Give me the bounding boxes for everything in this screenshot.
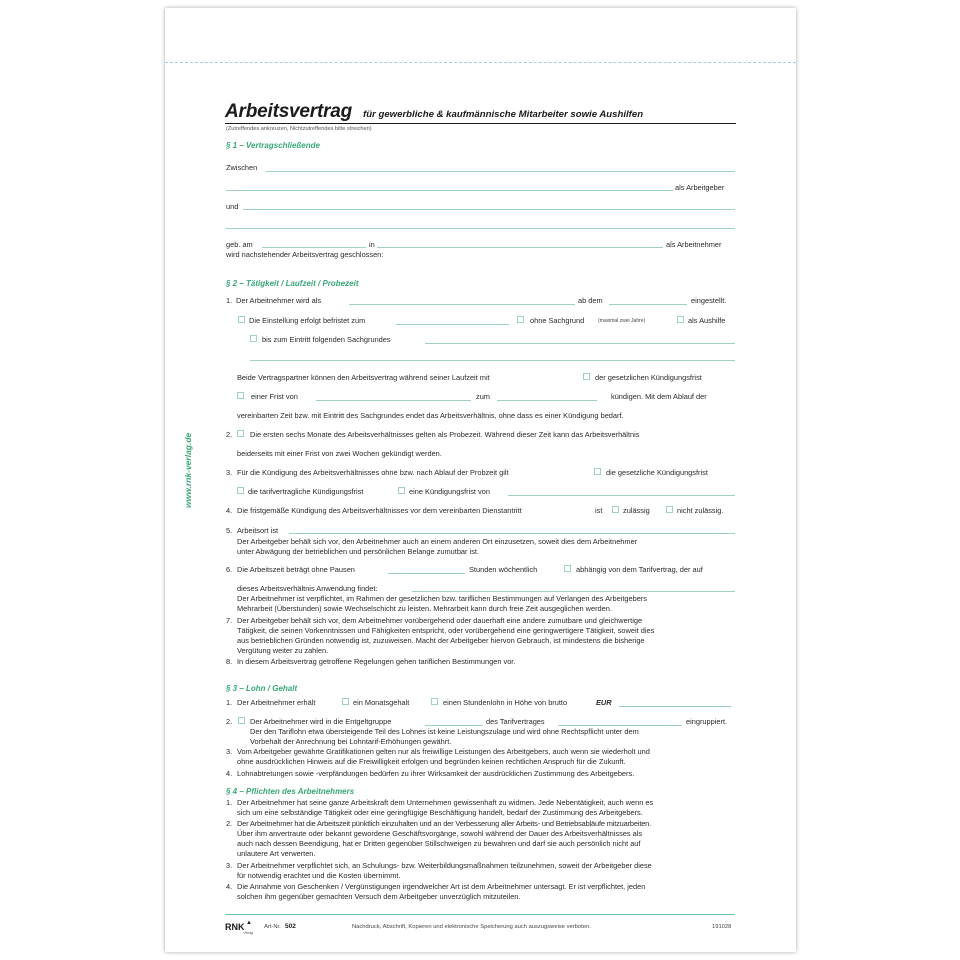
s2-i6-text-4: Mehrarbeit (Überstunden) sowie Wechselschicht zu leisten. Mehrarbeit kann durch freie Zeit ausgeglichen werden. [237, 604, 612, 613]
arbeitszeit-field[interactable] [388, 573, 465, 574]
s4-i2-text-2: Über ihm anvertraute oder bekannt gewordene Geschäftsvorgänge, sowohl während der Dauer des Arbeitsverhältnisses als [237, 829, 643, 838]
lohn-amount-field[interactable] [619, 706, 731, 707]
kuendigungsfrist-field[interactable] [508, 495, 735, 496]
label-gesetzliche-frist: der gesetzlichen Kündigungsfrist [595, 373, 702, 382]
item-number: 5. [226, 526, 233, 535]
s3-i3-text: Vom Arbeitgeber gewährte Gratifikationen gelten nur als freiwillige Leistungen des Arbeitgebers, auch wenn sie wiederholt und [237, 747, 650, 756]
label-tarifvertrages: des Tarifvertrages [486, 717, 545, 726]
label-i3-tarif: die tarifvertragliche Kündigungsfrist [248, 487, 364, 496]
label-ist: ist [595, 506, 603, 515]
checkbox-i3-eine[interactable] [398, 487, 405, 494]
s2-i7-text-2: Tätigkeit, die seinen Vorkenntnissen und Fähigkeiten entspricht, oder vorübergehend eine geringwertigere Tätigkeit, soweit dies [237, 626, 655, 635]
label-geb-am: geb. am [226, 240, 253, 249]
label-ab-dem: ab dem [578, 296, 603, 305]
label-monatsgehalt: ein Monatsgehalt [353, 698, 410, 707]
s2-i7-text: Der Arbeitgeber behält sich vor, dem Arbeitnehmer vorübergehend oder dauerhaft eine andere zumutbare und gleichwertige [237, 616, 643, 625]
tarifvertrag-name-field[interactable] [558, 725, 682, 726]
rnk-logo: RNK [225, 922, 245, 932]
sachgrund-field-2[interactable] [250, 360, 735, 361]
s2-i5-text-3: unter Abwägung der betrieblichen und persönlichen Belange zumutbar ist. [237, 547, 479, 556]
item-number: 6. [226, 565, 233, 574]
s3-i2-text-2: Der den Tariflohn etwa übersteigende Teil des Lohnes ist keine Leistungszulage und wird ohne Rechtspflicht unter dem [250, 727, 639, 736]
label-max-zwei-jahre: (maximal zwei Jahre) [598, 318, 646, 324]
label-als-arbeitgeber: als Arbeitgeber [675, 183, 725, 192]
s2-kuendigen-text: kündigen. Mit dem Ablauf der [611, 392, 707, 401]
item-number: 4. [226, 769, 233, 778]
section-1-heading: § 1 – Vertragschließende [226, 141, 320, 150]
footer-code: 191028 [712, 924, 732, 930]
label-eingruppiert: eingruppiert. [686, 717, 728, 726]
checkbox-entgeltgruppe[interactable] [238, 717, 245, 724]
instruction-note: (Zutreffendes ankreuzen, Nichtzutreffendes bitte streichen) [226, 126, 372, 132]
s4-i4-text-2: solchen ihm gegenüber gemachten Versuch dem Arbeitgeber unverzüglich mitzuteilen. [237, 892, 521, 901]
title-rule [225, 123, 736, 124]
birthplace-field[interactable] [377, 247, 663, 248]
label-zwischen: Zwischen [226, 163, 258, 172]
perforation-line [165, 62, 796, 63]
label-nicht-zulaessig: nicht zulässig. [677, 506, 724, 515]
checkbox-befristet[interactable] [238, 316, 245, 323]
s4-i3-text: Der Arbeitnehmer verpflichtet sich, an Schulungs- bzw. Weiterbildungsmaßnahmen teilzunehmen, soweit der Arbeitgeber diese [237, 861, 652, 870]
rnk-logo-sub: Verlag [243, 931, 253, 935]
label-stunden-woechentlich: Stunden wöchentlich [469, 565, 538, 574]
checkbox-i3-tarif[interactable] [237, 487, 244, 494]
s2-i7-text-4: Vergütung weiter zu zahlen. [237, 646, 329, 655]
checkbox-probezeit[interactable] [237, 430, 244, 437]
s3-i2-text: Der Arbeitnehmer wird in die Entgeltgruppe [250, 717, 392, 726]
checkbox-ohne-sachgrund[interactable] [517, 316, 524, 323]
label-tarifvertrag: abhängig von dem Tarifvertrag, der auf [576, 565, 703, 574]
s2-i8-text: In diesem Arbeitsvertrag getroffene Regelungen gehen tariflichen Bestimmungen vor. [237, 657, 516, 666]
section-4-heading: § 4 – Pflichten des Arbeitnehmers [226, 787, 355, 796]
label-und: und [226, 202, 239, 211]
item-number: 3. [226, 747, 233, 756]
section-2-heading: § 2 – Tätigkeit / Laufzeit / Probezeit [226, 279, 359, 288]
checkbox-einer-frist[interactable] [237, 392, 244, 399]
checkbox-tarifvertrag[interactable] [564, 565, 571, 572]
item-number: 2. [226, 717, 233, 726]
s4-i1-text-2: sich um eine selbständige Tätigkeit oder eine geringfügige Beschäftigung handelt, bedarf der Zustimmung des Arbeitgebers. [237, 808, 643, 817]
employer-name-field[interactable] [266, 171, 735, 172]
s4-i3-text-2: für notwendig erachtet und die Kosten übernimmt. [237, 871, 401, 880]
s3-i4-text: Lohnabtretungen sowie -verpfändungen bedürfen zu ihrer Wirksamkeit der ausdrücklichen Zustimmung des Arbeitgebers. [237, 769, 635, 778]
footer-notice: Nachdruck, Abschrift, Kopieren und elektronische Speicherung auch auszugsweise verboten. [352, 924, 591, 930]
start-date-field[interactable] [609, 304, 687, 305]
rnk-logo-swoosh-icon: ▲ [246, 920, 252, 926]
s2-i4-text: Die fristgemäße Kündigung des Arbeitsverhältnisses vor dem vereinbarten Dienstantritt [237, 506, 522, 515]
item-number: 2. [226, 430, 233, 439]
closing-text: wird nachstehender Arbeitsvertrag geschlossen: [226, 250, 384, 259]
position-field[interactable] [349, 304, 575, 305]
label-i3-eine: eine Kündigungsfrist von [409, 487, 490, 496]
item-number: 1. [226, 798, 233, 807]
item-number: 3. [226, 468, 233, 477]
s3-i3-text-2: ohne ausdrücklichen Hinweis auf die Freiwilligkeit erfolgen und begründen keinen rechtlichen Anspruch für die Zukunft. [237, 757, 626, 766]
s2-i2-text-2: beiderseits mit einer Frist von zwei Wochen gekündigt werden. [237, 449, 442, 458]
employee-name-field[interactable] [243, 209, 735, 210]
arbeitsort-field[interactable] [289, 533, 735, 534]
s2-i5-text-2: Der Arbeitgeber behält sich vor, den Arbeitnehmer auch an einem anderen Ort einzusetzen, soweit dies dem Arbeitnehmer [237, 537, 638, 546]
item-number: 8. [226, 657, 233, 666]
s2-i6-text-2: dieses Arbeitsverhältnis Anwendung findet: [237, 584, 378, 593]
s2-i2-text: Die ersten sechs Monate des Arbeitsverhältnisses gelten als Probezeit. Während dieser Zeit kann das Arbeitsverhältnis [250, 430, 640, 439]
item-number: 1. [226, 296, 233, 305]
s2-i6-text-3: Der Arbeitnehmer ist verpflichtet, im Rahmen der gesetzlichen bzw. tariflichen Bestimmungen auf Verlangen des Arbeitgebers [237, 594, 647, 603]
item-number: 4. [226, 882, 233, 891]
label-sachgrund: bis zum Eintritt folgenden Sachgrundes [262, 335, 391, 344]
s4-i1-text: Der Arbeitnehmer hat seine ganze Arbeitskraft dem Unternehmen gewissenhaft zu widmen. Jede Nebentätigkeit, auch wenn es [237, 798, 654, 807]
s3-i1-text: Der Arbeitnehmer erhält [237, 698, 316, 707]
label-befristet: Die Einstellung erfolgt befristet zum [249, 316, 366, 325]
s2-i1-text: Der Arbeitnehmer wird als [236, 296, 322, 305]
checkbox-zulaessig[interactable] [612, 506, 619, 513]
entgeltgruppe-field[interactable] [425, 725, 483, 726]
s4-i2-text-4: unlautere Art verwerten. [237, 849, 316, 858]
birthdate-field[interactable] [262, 247, 366, 248]
s2-vereinbarten-text: vereinbarten Zeit bzw. mit Eintritt des Sachgrundes endet das Arbeitsverhältnis, ohne dass es einer Kündigung bedarf. [237, 411, 624, 420]
checkbox-aushilfe[interactable] [677, 316, 684, 323]
label-ohne-sachgrund: ohne Sachgrund [530, 316, 585, 325]
label-als-arbeitnehmer: als Arbeitnehmer [666, 240, 722, 249]
employer-address-field[interactable] [226, 190, 673, 191]
art-label: Art-Nr. [264, 924, 281, 930]
tarifvertrag-field[interactable] [412, 591, 735, 592]
document-title: Arbeitsvertrag [225, 101, 353, 122]
side-url: www.rnk-verlag.de [183, 432, 193, 508]
art-number: 502 [285, 923, 296, 930]
checkbox-gesetzliche-frist[interactable] [583, 373, 590, 380]
notice-period-field[interactable] [316, 400, 471, 401]
s4-i4-text: Die Annahme von Geschenken / Vergünstigungen irgendwelcher Art ist dem Arbeitnehmer untersagt. Er ist verpflichtet, jeden [237, 882, 646, 891]
label-aushilfe: als Aushilfe [688, 316, 726, 325]
s4-i2-text: Der Arbeitnehmer hat die Arbeitszeit pünktlich einzuhalten und an der Verbesserung aller Arbeits- und Betriebsabläufe mitzuarbeiten. [237, 819, 652, 828]
s2-i5-text: Arbeitsort ist [237, 526, 279, 535]
checkbox-monatsgehalt[interactable] [342, 698, 349, 705]
checkbox-nicht-zulaessig[interactable] [666, 506, 673, 513]
s2-i6-text: Die Arbeitszeit beträgt ohne Pausen [237, 565, 355, 574]
employee-address-field[interactable] [226, 228, 735, 229]
s3-i2-text-3: Vorbehalt der Anrechnung bei Lohntarif-Erhöhungen gewährt. [250, 737, 452, 746]
footer-rule [225, 914, 735, 915]
label-eingestellt: eingestellt. [691, 296, 727, 305]
label-eur: EUR [596, 698, 612, 707]
label-zulaessig: zulässig [623, 506, 650, 515]
s2-beide-text: Beide Vertragspartner können den Arbeitsvertrag während seiner Laufzeit mit [237, 373, 490, 382]
fixed-term-date-field[interactable] [396, 324, 509, 325]
label-stundenlohn: einen Stundenlohn in Höhe von brutto [443, 698, 568, 707]
sachgrund-field[interactable] [425, 343, 735, 344]
section-3-heading: § 3 – Lohn / Gehalt [226, 684, 298, 693]
item-number: 2. [226, 819, 233, 828]
document-subtitle: für gewerbliche & kaufmännische Mitarbeiter sowie Aushilfen [363, 109, 644, 120]
s2-i3-text: Für die Kündigung des Arbeitsverhältnisses ohne bzw. nach Ablauf der Probzeit gilt [237, 468, 509, 477]
notice-date-field[interactable] [497, 400, 597, 401]
s2-i7-text-3: aus betrieblichen Gründen notwendig ist, zuzuweisen. Macht der Arbeitgeber hiervon Gebrauch, ist mindestens die bisherige [237, 636, 645, 645]
item-number: 4. [226, 506, 233, 515]
label-i3-gesetzlich: die gesetzliche Kündigungsfrist [606, 468, 708, 477]
s4-i2-text-3: auch nach dessen Beendigung, hat er Dritten gegenüber Stillschweigen zu bewahren und darf sie auch persönlich nicht auf [237, 839, 641, 848]
label-in: in [369, 240, 375, 249]
item-number: 3. [226, 861, 233, 870]
item-number: 7. [226, 616, 233, 625]
checkbox-i3-gesetzlich[interactable] [594, 468, 601, 475]
label-einer-frist: einer Frist von [251, 392, 298, 401]
item-number: 1. [226, 698, 233, 707]
label-zum: zum [476, 392, 490, 401]
checkbox-stundenlohn[interactable] [431, 698, 438, 705]
checkbox-sachgrund[interactable] [250, 335, 257, 342]
